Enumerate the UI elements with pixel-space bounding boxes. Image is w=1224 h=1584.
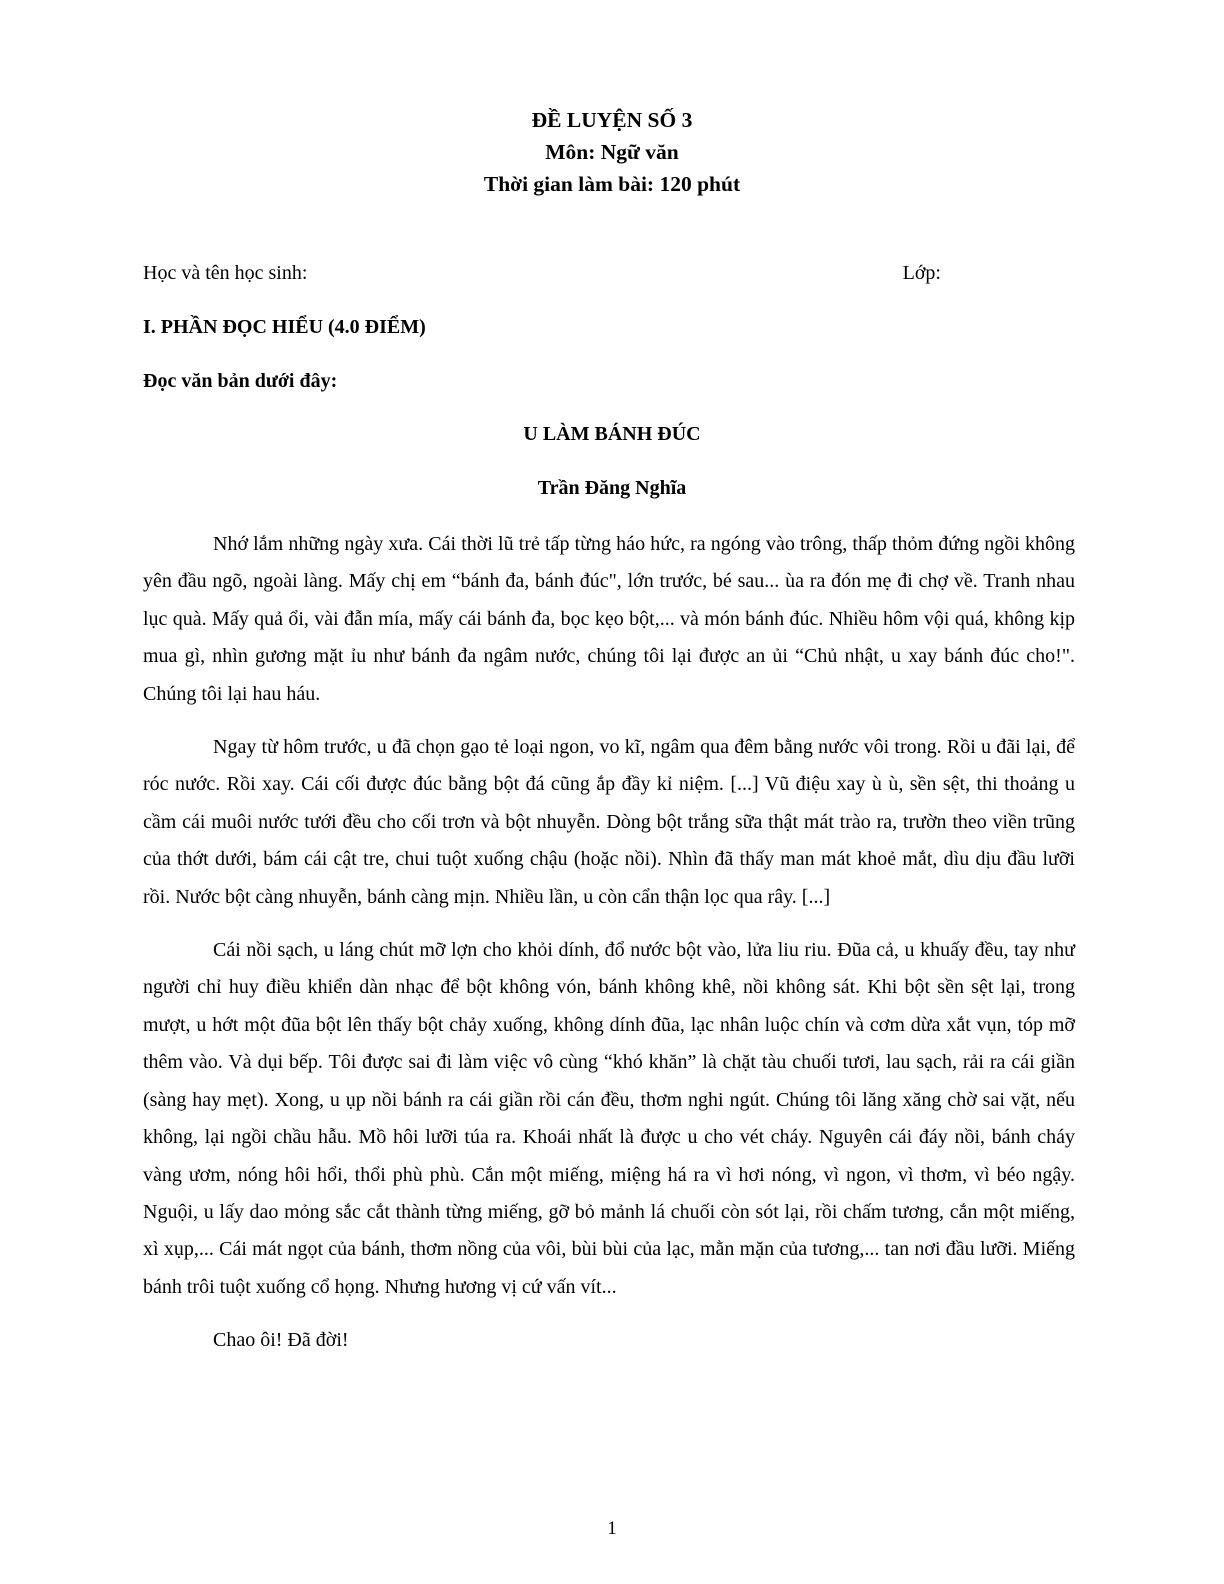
story-author: Trần Đăng Nghĩa	[537, 477, 687, 499]
story-paragraph: Chao ôi! Đã đời!	[213, 1329, 349, 1352]
reading-instruction: Đọc văn bản dưới đây:	[143, 370, 338, 392]
exam-subject: Môn: Ngữ văn	[545, 140, 679, 164]
student-info-row	[143, 262, 941, 285]
exam-duration: Thời gian làm bài: 120 phút	[483, 172, 741, 196]
page-number: 1	[607, 1518, 617, 1539]
story-paragraph: Cái nồi sạch, u láng chút mỡ lợn cho khỏi dính, đổ nước bột vào, lửa liu riu. Đũa cả, u khuấy đều, tay như người chỉ huy điều khiển dàn nhạc để bột không vón, bánh không khê, nồi không sát. Khi bột sền sệt lại, trong mượt, u hớt một đũa bột lên thấy bột chảy xuống, không dính đũa, lạc nhân luộc chín và cơm dừa xắt vụn, tóp mỡ thêm vào. Và dụi bếp. Tôi được sai đi làm việc vô cùng “khó khăn” là chặt tàu chuối tươi, lau sạch, rải ra cái giần (sàng hay mẹt). Xong, u ụp nồi bánh ra cái giần rồi cán đều, thơm nghi ngút. Chúng tôi lăng xăng chờ sai vặt, nếu không, lại ngồi chầu hẫu. Mồ hôi lưỡi túa ra. Khoái nhất là được u cho vét cháy. Nguyên cái đáy nồi, bánh cháy vàng ươm, nóng hôi hổi, thổi phù phù. Cắn một miếng, miệng há ra vì hơi nóng, vì ngon, vì thơm, vì béo ngậy. Nguội, u lấy dao mỏng sắc cắt thành từng miếng, gỡ bỏ mảnh lá chuối còn sót lại, rồi chấm tương, cắn một miếng, xì xụp,... Cái mát ngọt của bánh, thơm nồng của vôi, bùi bùi của lạc, mằn mặn của tương,... tan nơi đầu lưỡi. Miếng bánh trôi tuột xuống cổ họng. Nhưng hương vị cứ vấn vít...	[143, 939, 1075, 1298]
exam-title: ĐỀ LUYỆN SỐ 3	[531, 108, 693, 132]
section-heading: I. PHẦN ĐỌC HIỂU (4.0 ĐIỂM)	[143, 316, 426, 338]
story-paragraph: Ngay từ hôm trước, u đã chọn gạo tẻ loại ngon, vo kĩ, ngâm qua đêm bằng nước vôi trong. Rồi u đãi lại, để róc nước. Rồi xay. Cái cối được đúc bằng bột đá cũng ắp đầy kỉ niệm. [...] Vũ điệu xay ù ù, sền sệt, thi thoảng u cầm cái muôi nước tưới đều cho cối trơn và bột nhuyễn. Dòng bột trắng sữa thật mát trào ra, trườn theo viền trũng của thớt dưới, bám cái cật tre, chui tuột xuống chậu (hoặc nồi). Nhìn đã thấy man mát khoẻ mắt, dìu dịu đầu lưỡi rồi. Nước bột càng nhuyễn, bánh càng mịn. Nhiều lần, u còn cẩn thận lọc qua rây. [...]	[143, 736, 1075, 908]
story-title: U LÀM BÁNH ĐÚC	[523, 423, 701, 445]
class-label: Lớp:	[902, 262, 941, 284]
student-name-label: Học và tên học sinh:	[143, 262, 308, 284]
story-paragraph: Nhớ lắm những ngày xưa. Cái thời lũ trẻ tấp từng háo hức, ra ngóng vào trông, thấp thỏm đứng ngồi không yên đầu ngõ, ngoài làng. Mấy chị em “bánh đa, bánh đúc", lớn trước, bé sau... ùa ra đón mẹ đi chợ về. Tranh nhau lục quà. Mấy quả ổi, vài đẫn mía, mấy cái bánh đa, bọc kẹo bột,... và món bánh đúc. Nhiều hôm vội quá, không kịp mua gì, nhìn gương mặt ỉu như bánh đa ngâm nước, chúng tôi lại được an ủi “Chủ nhật, u xay bánh đúc cho!". Chúng tôi lại hau háu.	[143, 533, 1075, 705]
story-body	[143, 526, 1075, 1376]
exam-header	[0, 104, 1224, 200]
